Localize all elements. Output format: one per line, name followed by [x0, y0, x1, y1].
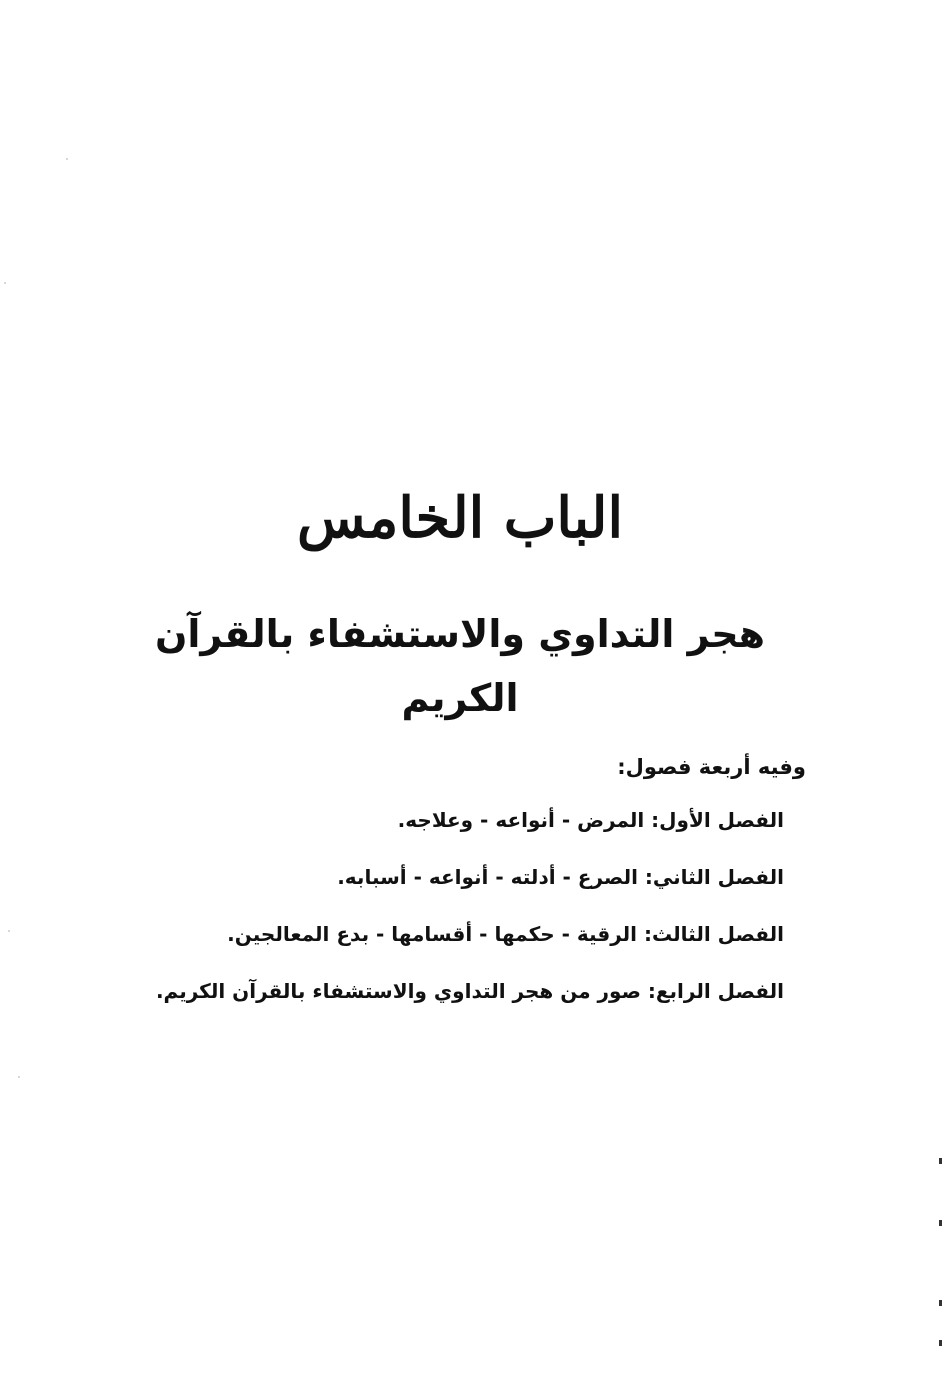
section-line-3: الفصل الثالث: الرقية - حكمها - أقسامها - بدع المعالجين.: [227, 922, 784, 946]
scan-speck: [4, 282, 6, 284]
scan-speck: [66, 158, 68, 160]
scan-speck: [8, 930, 10, 932]
scan-edge-mark: [939, 1220, 942, 1226]
section-line-4: الفصل الرابع: صور من هجر التداوي والاستشفاء بالقرآن الكريم.: [155, 979, 784, 1003]
contents-intro: وفيه أربعة فصول:: [617, 755, 806, 779]
chapter-subtitle: هجر التداوي والاستشفاء بالقرآن الكريم: [154, 612, 766, 720]
section-line-1: الفصل الأول: المرض - أنواعه - وعلاجه.: [397, 808, 784, 832]
scan-edge-mark: [939, 1158, 942, 1164]
scan-edge-mark: [939, 1300, 942, 1306]
scan-edge-mark: [939, 1340, 942, 1346]
section-line-2: الفصل الثاني: الصرع - أدلته - أنواعه - أسبابه.: [337, 865, 784, 889]
chapter-title: الباب الخامس: [296, 485, 624, 551]
scan-speck: [18, 1076, 20, 1078]
chapter-contents: [104, 742, 806, 1020]
